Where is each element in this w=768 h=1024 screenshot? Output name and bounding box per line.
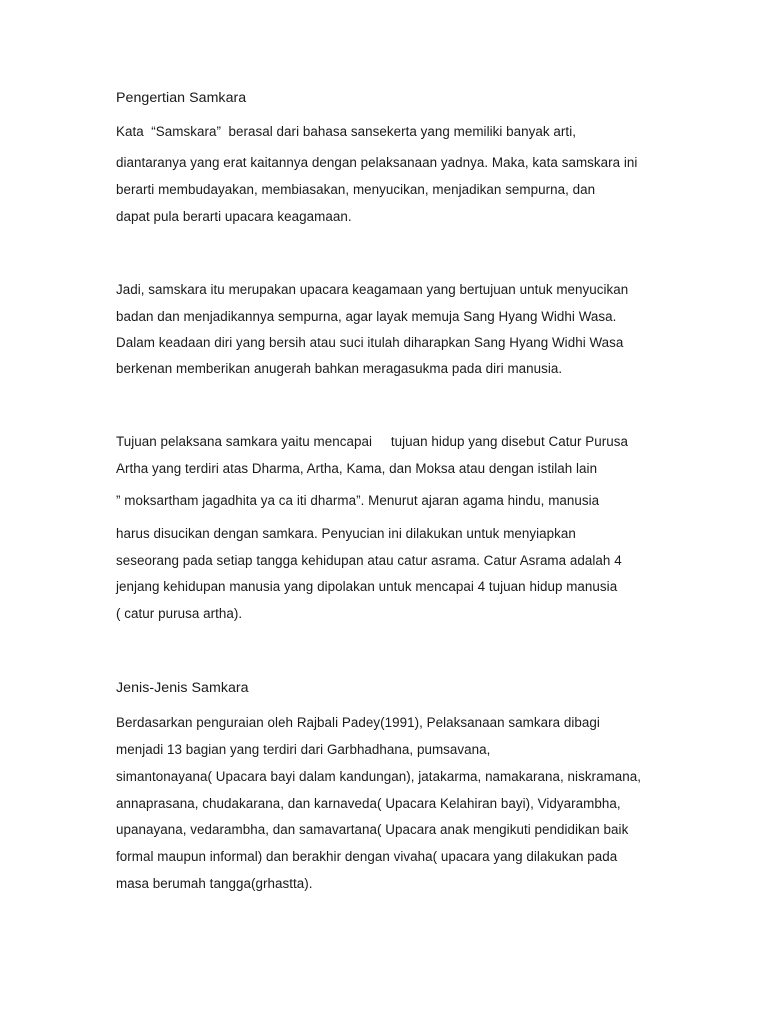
- paragraph-line: Kata “Samskara” berasal dari bahasa sansekerta yang memiliki banyak arti,: [116, 124, 576, 139]
- paragraph-line: masa berumah tangga(grhastta).: [116, 876, 313, 891]
- paragraph-line: badan dan menjadikannya sempurna, agar layak memuja Sang Hyang Widhi Wasa.: [116, 309, 617, 324]
- paragraph-line: upanayana, vedarambha, dan samavartana( Upacara anak mengikuti pendidikan baik: [116, 822, 629, 837]
- paragraph-line: berarti membudayakan, membiasakan, menyucikan, menjadikan sempurna, dan: [116, 182, 596, 197]
- paragraph-line: jenjang kehidupan manusia yang dipolakan untuk mencapai 4 tujuan hidup manusia: [116, 579, 618, 594]
- paragraph-line: Jadi, samskara itu merupakan upacara keagamaan yang bertujuan untuk menyucikan: [116, 282, 629, 297]
- paragraph-line: ” moksartham jagadhita ya ca iti dharma”. Menurut ajaran agama hindu, manusia: [116, 493, 600, 508]
- paragraph-line: diantaranya yang erat kaitannya dengan pelaksanaan yadnya. Maka, kata samskara ini: [116, 155, 638, 170]
- paragraph-line: annaprasana, chudakarana, dan karnaveda( Upacara Kelahiran bayi), Vidyarambha,: [116, 796, 621, 811]
- section-heading-jenis: Jenis-Jenis Samkara: [116, 680, 249, 696]
- paragraph-line: menjadi 13 bagian yang terdiri dari Garbhadhana, pumsavana,: [116, 742, 491, 757]
- section-heading-pengertian: Pengertian Samkara: [116, 90, 247, 106]
- paragraph-line: formal maupun informal) dan berakhir dengan vivaha( upacara yang dilakukan pada: [116, 849, 618, 864]
- paragraph-line: ( catur purusa artha).: [116, 606, 243, 621]
- paragraph-line: Tujuan pelaksana samkara yaitu mencapai tujuan hidup yang disebut Catur Purusa: [116, 434, 629, 449]
- paragraph-line: dapat pula berarti upacara keagamaan.: [116, 209, 352, 224]
- paragraph-line: harus disucikan dengan samkara. Penyucian ini dilakukan untuk menyiapkan: [116, 526, 576, 541]
- paragraph-line: Artha yang terdiri atas Dharma, Artha, Kama, dan Moksa atau dengan istilah lain: [116, 461, 598, 476]
- paragraph-line: berkenan memberikan anugerah bahkan meragasukma pada diri manusia.: [116, 361, 563, 376]
- paragraph-line: Berdasarkan penguraian oleh Rajbali Padey(1991), Pelaksanaan samkara dibagi: [116, 715, 600, 730]
- paragraph-line: simantonayana( Upacara bayi dalam kandungan), jatakarma, namakarana, niskramana,: [116, 769, 642, 784]
- paragraph-line: Dalam keadaan diri yang bersih atau suci itulah diharapkan Sang Hyang Widhi Wasa: [116, 335, 624, 350]
- paragraph-line: seseorang pada setiap tangga kehidupan atau catur asrama. Catur Asrama adalah 4: [116, 553, 622, 568]
